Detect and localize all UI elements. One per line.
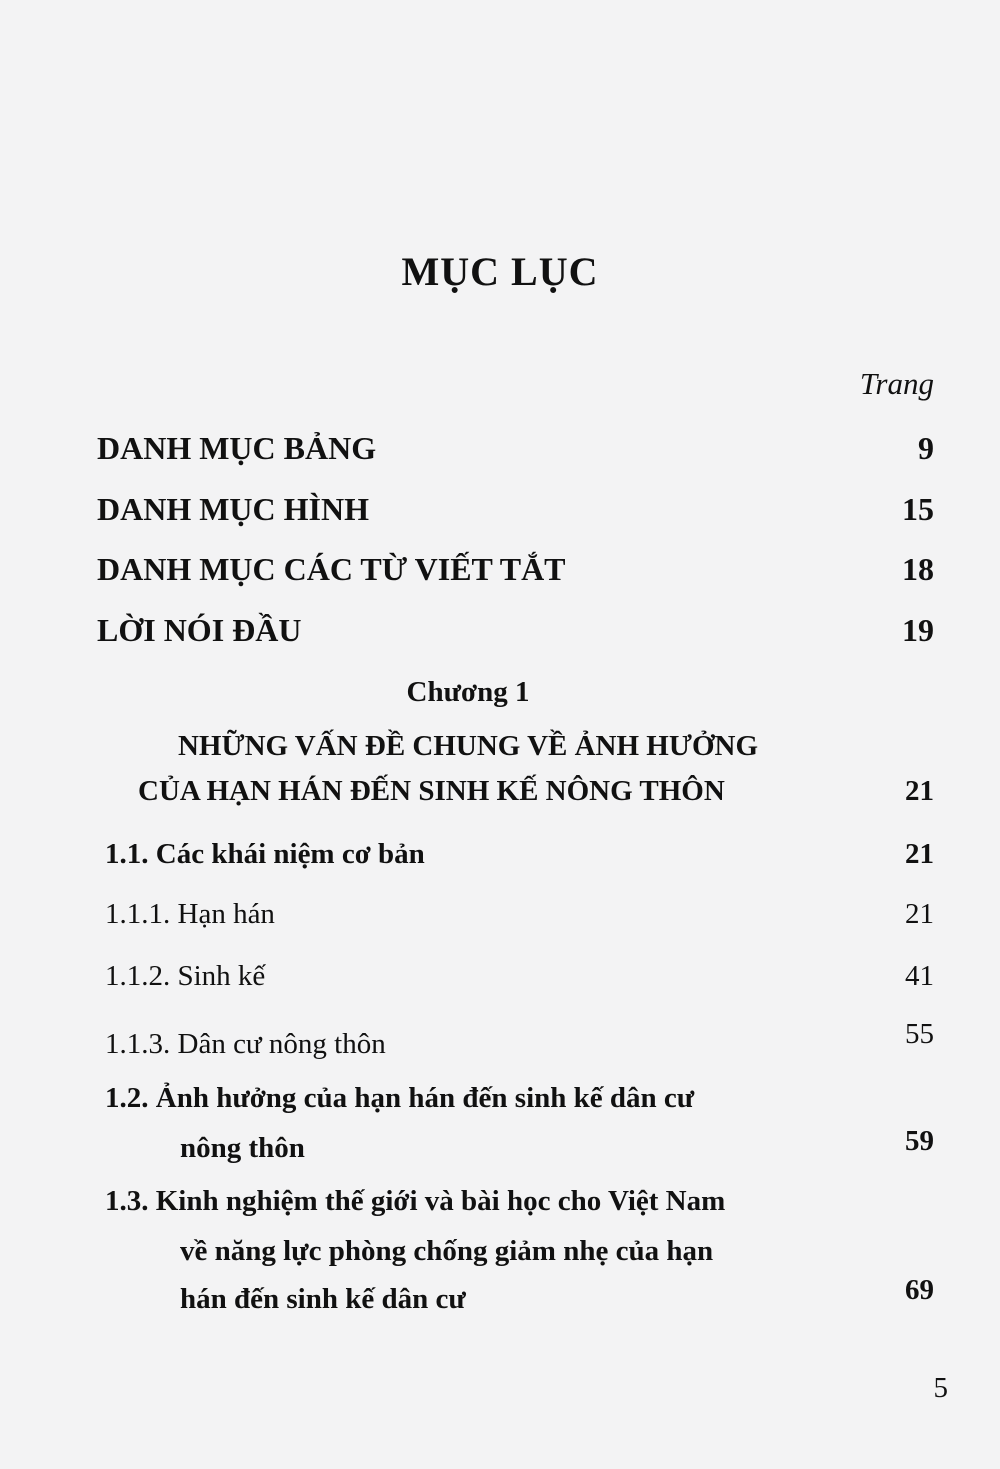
toc-section-page: 69 bbox=[905, 1274, 934, 1306]
toc-section-label: 1.1. Các khái niệm cơ bản bbox=[105, 838, 425, 870]
toc-entry-label: LỜI NÓI ĐẦU bbox=[97, 612, 302, 648]
toc-entry-page: 9 bbox=[918, 430, 934, 466]
toc-section-label-line2: về năng lực phòng chống giảm nhẹ của hạn bbox=[180, 1235, 714, 1267]
toc-section-page: 59 bbox=[905, 1125, 934, 1157]
toc-entry-page: 18 bbox=[902, 551, 934, 587]
toc-section-label: 1.1.2. Sinh kế bbox=[105, 960, 266, 992]
chapter-title-line2: CỦA HẠN HÁN ĐẾN SINH KẾ NÔNG THÔN bbox=[138, 775, 725, 807]
toc-section-page: 55 bbox=[905, 1018, 934, 1050]
toc-section-label-line1: 1.3. Kinh nghiệm thế giới và bài học cho Việt Nam bbox=[105, 1185, 726, 1217]
chapter-number: Chương 1 bbox=[406, 676, 530, 708]
page-number: 5 bbox=[933, 1372, 948, 1404]
toc-section-page: 21 bbox=[905, 838, 934, 870]
toc-section-label: 1.1.3. Dân cư nông thôn bbox=[105, 1028, 386, 1060]
chapter-page: 21 bbox=[905, 775, 934, 807]
toc-section-label-line2: nông thôn bbox=[180, 1132, 305, 1164]
toc-entry-page: 15 bbox=[902, 491, 934, 527]
page-title: MỤC LỤC bbox=[401, 249, 599, 294]
toc-section-page: 41 bbox=[905, 960, 934, 992]
toc-section-page: 21 bbox=[905, 898, 934, 930]
toc-entry-page: 19 bbox=[902, 612, 934, 648]
toc-section-label: 1.1.1. Hạn hán bbox=[105, 898, 275, 930]
toc-entry-label: DANH MỤC CÁC TỪ VIẾT TẮT bbox=[97, 551, 566, 587]
toc-section-label-line3: hán đến sinh kế dân cư bbox=[180, 1283, 466, 1315]
toc-entry-label: DANH MỤC BẢNG bbox=[97, 430, 377, 466]
chapter-title-line1: NHỮNG VẤN ĐỀ CHUNG VỀ ẢNH HƯỞNG bbox=[177, 730, 758, 762]
toc-entry-label: DANH MỤC HÌNH bbox=[97, 491, 369, 527]
toc-section-label-line1: 1.2. Ảnh hưởng của hạn hán đến sinh kế dân cư bbox=[105, 1082, 695, 1114]
page-column-label: Trang bbox=[859, 366, 934, 401]
